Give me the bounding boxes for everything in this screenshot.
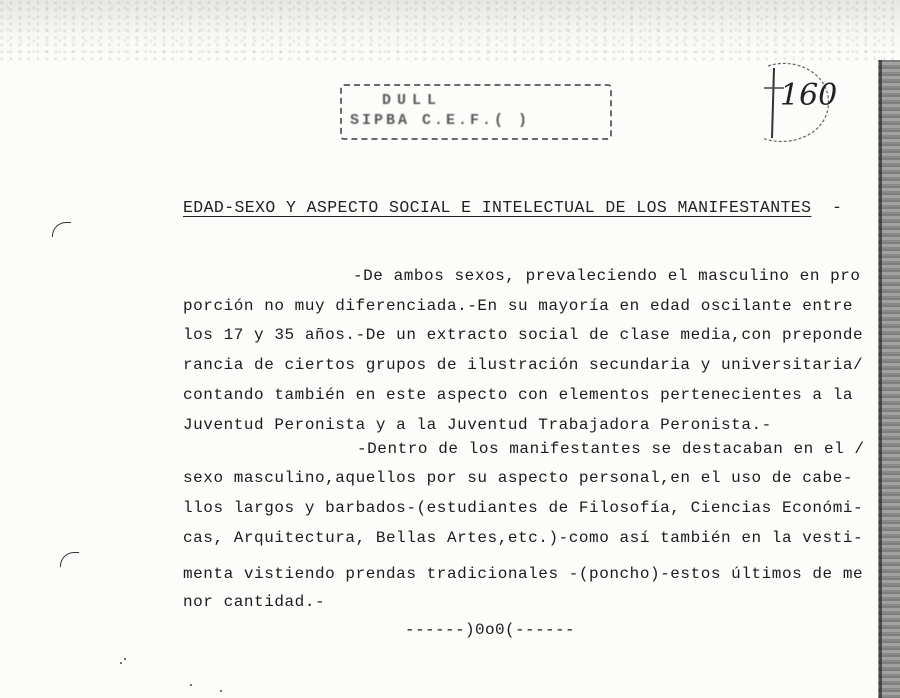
body-line-9: llos largos y barbados-(estudiantes de Filosofía, Ciencias Económi-: [183, 499, 864, 517]
binding-edge-line: [879, 60, 882, 698]
speck: [190, 684, 192, 686]
margin-hole-mark: [60, 552, 79, 567]
speck: [124, 658, 126, 660]
archive-stamp: [340, 84, 612, 140]
folio-number: 160: [780, 78, 838, 113]
scan-noise-band: [0, 0, 900, 62]
body-line-11: menta vistiendo prendas tradicionales -(poncho)-estos últimos de me: [183, 565, 864, 583]
body-line-1: -De ambos sexos, prevaleciendo el masculino en pro: [353, 267, 861, 285]
closing-divider: ------)0o0(------: [405, 621, 576, 639]
body-line-7: -Dentro de los manifestantes se destacaban en el /: [357, 440, 865, 458]
body-line-12: nor cantidad.-: [183, 593, 326, 611]
margin-hole-mark: [52, 222, 71, 237]
body-line-3: los 17 y 35 años.-De un extracto social de clase media,con preponde: [183, 326, 864, 344]
stamp-line-2: SIPBA C.E.F.( ): [350, 112, 531, 129]
heading-trailing-dash: -: [832, 198, 842, 217]
section-heading: EDAD-SEXO Y ASPECTO SOCIAL E INTELECTUAL DE LOS MANIFESTANTES: [183, 198, 812, 217]
body-line-5: contando también en este aspecto con elementos pertenecientes a la: [183, 386, 854, 404]
stamp-line-1: DULL: [382, 92, 443, 109]
body-line-4: rancia de ciertos grupos de ilustración secundaria y universitaria/: [183, 356, 864, 374]
body-line-10: cas, Arquitectura, Bellas Artes,etc.)-como así también en la vesti-: [183, 529, 864, 547]
folio-annotation: [728, 58, 838, 148]
body-line-6: Juventud Peronista y a la Juventud Trabajadora Peronista.-: [183, 416, 772, 434]
body-line-8: sexo masculino,aquellos por su aspecto personal,en el uso de cabe-: [183, 469, 854, 487]
speck: [120, 662, 122, 664]
body-line-2: porción no muy diferenciada.-En su mayoría en edad oscilante entre: [183, 297, 854, 315]
speck: [220, 690, 222, 692]
